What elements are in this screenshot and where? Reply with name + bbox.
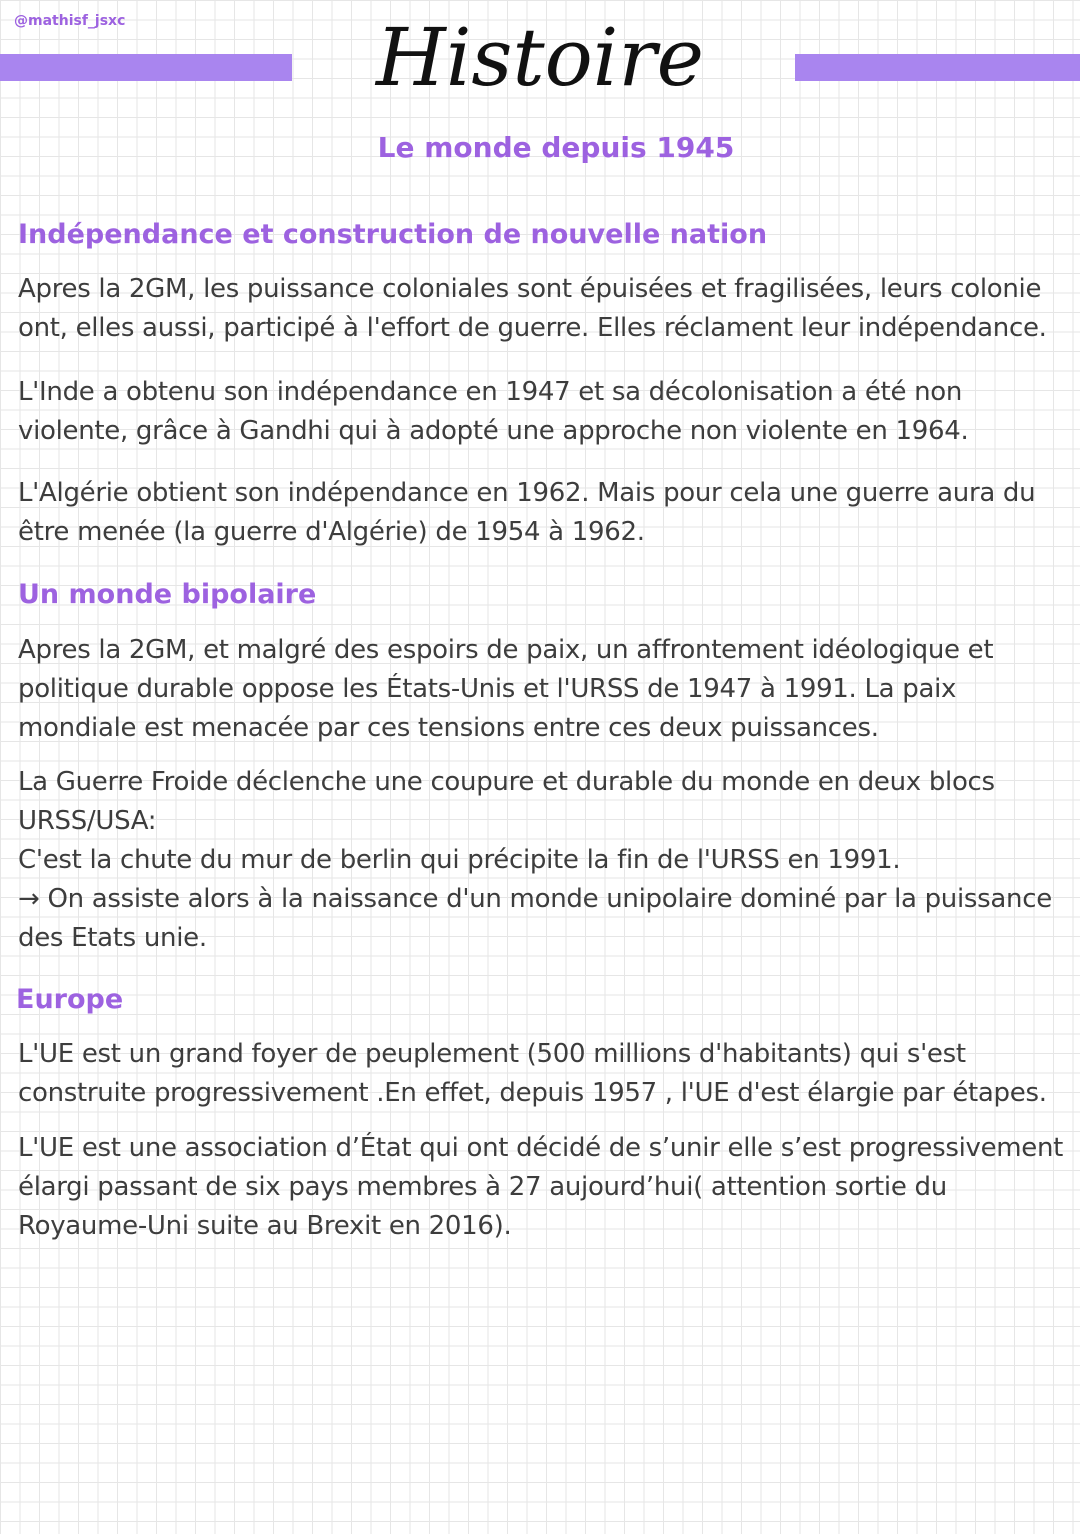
text-line: mondiale est menacée par ces tensions entre ces deux puissances.: [18, 713, 879, 743]
paragraph: [18, 270, 1076, 348]
text-line: C'est la chute du mur de berlin qui précipite la fin de l'URSS en 1991.: [18, 845, 901, 875]
text-line: L'UE est une association d’État qui ont décidé de s’unir elle s’est progressivement: [18, 1133, 1064, 1163]
text-line: élargi passant de six pays membres à 27 aujourd’hui( attention sortie du: [18, 1172, 947, 1202]
paragraph: [18, 1035, 1076, 1113]
text-line: L'Inde a obtenu son indépendance en 1947 et sa décolonisation a été non: [18, 377, 963, 407]
paragraph: [18, 1129, 1076, 1246]
text-line: → On assiste alors à la naissance d'un monde unipolaire dominé par la puissance: [18, 884, 1052, 914]
text-line: Royaume-Uni suite au Brexit en 2016).: [18, 1211, 512, 1241]
text-line: politique durable oppose les États-Unis et l'URSS de 1947 à 1991. La paix: [18, 674, 957, 704]
text-line: des Etats unie.: [18, 923, 207, 953]
page-title: Histoire: [376, 11, 704, 104]
text-line: L'UE est un grand foyer de peuplement (500 millions d'habitants) qui s'est: [18, 1039, 966, 1069]
paragraph: [18, 763, 1076, 958]
paragraph: [18, 631, 1076, 748]
author-handle: @mathisf_jsxc: [14, 13, 126, 29]
text-line: ont, elles aussi, participé à l'effort de guerre. Elles réclament leur indépendance.: [18, 313, 1047, 343]
section-heading-europe: Europe: [16, 984, 124, 1015]
page-subtitle: Le monde depuis 1945: [377, 131, 735, 164]
text-line: être menée (la guerre d'Algérie) de 1954 à 1962.: [18, 517, 645, 547]
section-heading-independance: Indépendance et construction de nouvelle nation: [18, 219, 768, 250]
text-line: construite progressivement .En effet, depuis 1957 , l'UE d'est élargie par étapes.: [18, 1078, 1047, 1108]
paragraph: [18, 474, 1076, 552]
text-line: URSS/USA:: [18, 806, 157, 836]
text-line: La Guerre Froide déclenche une coupure et durable du monde en deux blocs: [18, 767, 995, 797]
text-line: Apres la 2GM, et malgré des espoirs de paix, un affrontement idéologique et: [18, 635, 994, 665]
text-line: L'Algérie obtient son indépendance en 1962. Mais pour cela une guerre aura du: [18, 478, 1036, 508]
paragraph: [18, 373, 1076, 451]
section-heading-bipolaire: Un monde bipolaire: [18, 579, 317, 610]
text-line: violente, grâce à Gandhi qui à adopté une approche non violente en 1964.: [18, 416, 969, 446]
text-line: Apres la 2GM, les puissance coloniales sont épuisées et fragilisées, leurs colonie: [18, 274, 1042, 304]
